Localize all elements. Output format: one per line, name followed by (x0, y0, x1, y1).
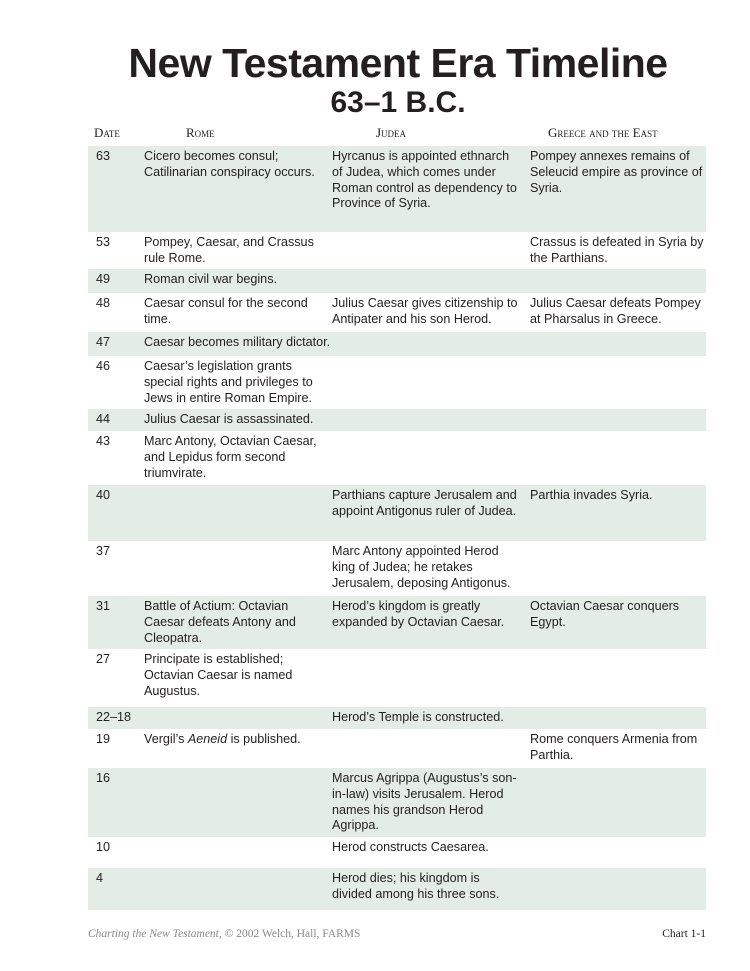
date-cell: 49 (96, 272, 111, 286)
judea-cell: Marc Antony appointed Herod king of Judea; he retakes Jerusalem, deposing Antigonus. (332, 544, 511, 590)
date-cell: 40 (96, 488, 111, 502)
date-cell: 37 (96, 544, 111, 558)
date-cell: 46 (96, 359, 111, 373)
page-title: New Testament Era Timeline (128, 40, 668, 86)
table-row (88, 409, 706, 431)
greece-cell: Julius Caesar defeats Pompey at Pharsalus in Greece. (530, 296, 701, 326)
table-row (88, 293, 706, 332)
date-cell: 27 (96, 652, 111, 666)
table-row (88, 146, 706, 232)
rome-cell: Principate is established; Octavian Caesar is named Augustus. (144, 652, 293, 698)
footer-copyright: © 2002 Welch, Hall, FARMS (221, 928, 361, 940)
table-row (88, 768, 706, 837)
table-row (88, 541, 706, 596)
date-cell: 53 (96, 235, 111, 249)
footer-credit (88, 928, 360, 940)
judea-cell: Herod dies; his kingdom is divided among his three sons. (332, 871, 500, 901)
rome-cell: Caesar consul for the second time. (144, 296, 308, 326)
date-cell: 22–18 (96, 710, 132, 724)
greece-cell: Pompey annexes remains of Seleucid empire as province of Syria. (530, 149, 703, 195)
table-row (88, 485, 706, 541)
table-row (88, 729, 706, 768)
date-cell: 31 (96, 599, 111, 613)
rome-cell: Battle of Actium: Octavian Caesar defeats Antony and Cleopatra. (144, 599, 296, 645)
rome-cell: Pompey, Caesar, and Crassus rule Rome. (144, 235, 314, 265)
judea-cell: Parthians capture Jerusalem and appoint Antigonus ruler of Judea. (332, 488, 517, 518)
date-cell: 19 (96, 732, 111, 746)
rome-cell: Cicero becomes consul; Catilinarian conspiracy occurs. (144, 149, 315, 179)
rome-text-post: is published. (227, 732, 301, 746)
header-greece: Greece and the East (548, 125, 658, 140)
table-row (88, 649, 706, 707)
book-title: Aeneid (187, 732, 228, 746)
rome-text-pre: Vergil’s (144, 732, 188, 746)
date-cell: 4 (96, 871, 104, 885)
header-date: Date (94, 125, 120, 140)
table-row (88, 356, 706, 409)
table-row (88, 269, 706, 293)
table-row (88, 868, 706, 910)
footer-book-title: Charting the New Testament, (88, 928, 222, 940)
judea-cell: Marcus Agrippa (Augustus’s son-in-law) visits Jerusalem. Herod names his grandson Herod Agrippa. (332, 771, 517, 833)
table-row (88, 232, 706, 269)
table-row (88, 707, 706, 729)
judea-cell: Herod’s Temple is constructed. (332, 710, 504, 724)
table-row (88, 332, 706, 356)
page-subtitle: 63–1 B.C. (330, 86, 466, 119)
header-judea: Judea (376, 125, 407, 140)
table-row (88, 596, 706, 649)
header-rome: Rome (186, 125, 215, 140)
table-row (88, 431, 706, 485)
date-cell: 16 (96, 771, 111, 785)
date-cell: 10 (96, 840, 111, 854)
date-cell: 63 (96, 149, 111, 163)
date-cell: 44 (96, 412, 111, 426)
greece-cell: Crassus is defeated in Syria by the Parthians. (530, 235, 704, 265)
rome-cell: Caesar’s legislation grants special rights and privileges to Jews in entire Roman Empire. (144, 359, 313, 405)
greece-cell: Rome conquers Armenia from Parthia. (530, 732, 698, 762)
rome-cell: Caesar becomes military dictator. (144, 335, 331, 349)
judea-cell: Julius Caesar gives citizenship to Antipater and his son Herod. (332, 296, 518, 326)
rome-cell: Marc Antony, Octavian Caesar, and Lepidus form second triumvirate. (144, 434, 317, 480)
greece-cell: Parthia invades Syria. (530, 488, 653, 502)
greece-cell: Octavian Caesar conquers Egypt. (530, 599, 680, 629)
judea-cell: Herod constructs Caesarea. (332, 840, 489, 854)
rome-cell (144, 732, 326, 748)
judea-cell: Hyrcanus is appointed ethnarch of Judea, which comes under Roman control as dependency to Province of Syria. (332, 149, 517, 211)
date-cell: 48 (96, 296, 111, 310)
rome-cell: Julius Caesar is assassinated. (144, 412, 314, 426)
rome-cell: Roman civil war begins. (144, 272, 277, 286)
date-cell: 43 (96, 434, 111, 448)
date-cell: 47 (96, 335, 111, 349)
chart-number: Chart 1-1 (662, 928, 706, 940)
judea-cell: Herod’s kingdom is greatly expanded by Octavian Caesar. (332, 599, 505, 629)
table-row (88, 837, 706, 868)
timeline-table (88, 146, 706, 910)
